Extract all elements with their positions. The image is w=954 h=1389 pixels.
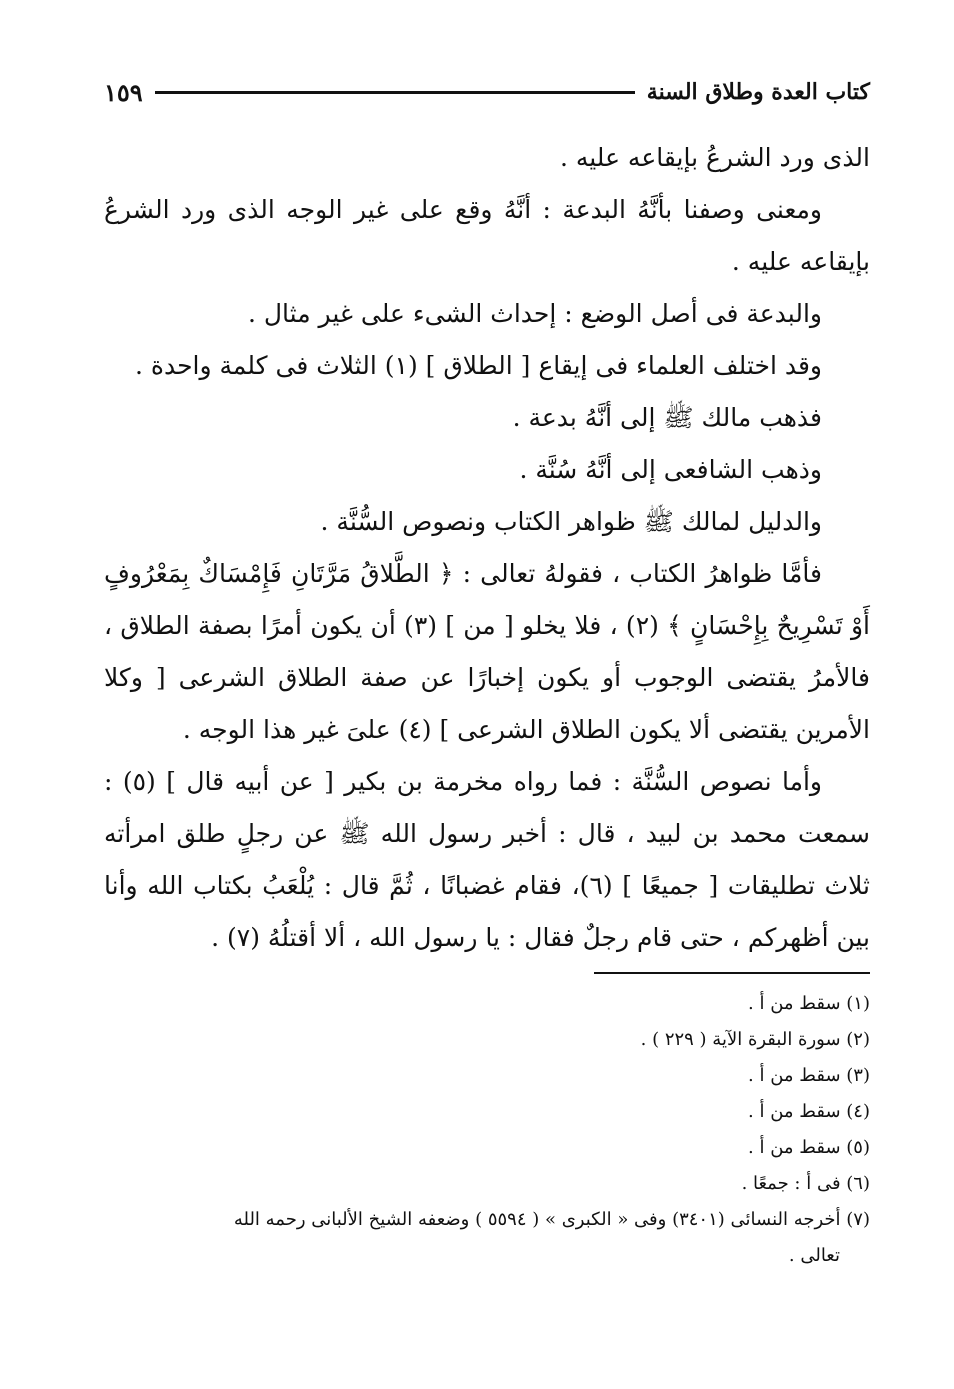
- footnote: (٤) سقط من أ .: [748, 1101, 870, 1122]
- body-text: [104, 132, 870, 964]
- paragraph: وذهب الشافعى إلى أنَّهُ سُنَّة .: [519, 455, 822, 484]
- footnote-separator: [594, 972, 870, 974]
- footnote: (٣) سقط من أ .: [748, 1065, 870, 1086]
- footnotes: [104, 986, 870, 1274]
- paragraph: الذى ورد الشرعُ بإيقاعه عليه .: [559, 143, 870, 172]
- footnote: (٥) سقط من أ .: [748, 1137, 870, 1158]
- page-header: [104, 72, 870, 112]
- paragraph: وقد اختلف العلماء فى إيقاع [ الطلاق ] (١) الثلاث فى كلمة واحدة .: [134, 351, 822, 380]
- paragraph: فأمَّا ظواهرُ الكتاب ، فقولهُ تعالى : ﴿ الطَّلاقُ مَرَّتَانِ فَإِمْسَاكٌ بِمَعْرُوفٍ أَوْ تَسْرِيحٌ بِإِحْسَانٍ ﴾ (٢) ، فلا يخلو [ من ] (٣) أن يكون أمرًا بصفة الطلاق ، فالأمرُ يقتضى الوجوب أو يكون إخبارًا عن صفة الطلاق الشرعى [ وكلا الأمرين يقتضى ألا يكون الطلاق الشرعى ] (٤) علىَ غير هذا الوجه .: [104, 559, 871, 744]
- paragraph: ومعنى وصفنا بأنَّهُ البدعة : أنَّهُ وقع على غير الوجه الذى ورد الشرعُ بإيقاعه عليه .: [104, 195, 870, 276]
- footnote: (٧) أخرجه النسائى (٣٤٠١) وفى « الكبرى » ( ٥٥٩٤ ) وضعفه الشيخ الألبانى رحمه الله: [233, 1209, 870, 1230]
- paragraph: والبدعة فى أصل الوضع : إحداث الشىء على غير مثال .: [248, 299, 822, 328]
- paragraph: والدليل لمالك ﷺ ظواهر الكتاب ونصوص السُّنَّة .: [320, 507, 822, 536]
- footnote: (٢) سورة البقرة الآية ( ٢٢٩ ) .: [640, 1029, 870, 1050]
- footnote: (١) سقط من أ .: [748, 993, 870, 1014]
- header-rule: [155, 91, 635, 94]
- paragraph: فذهب مالك ﷺ إلى أنَّهُ بدعة .: [512, 403, 822, 432]
- running-title: كتاب العدة وطلاق السنة: [646, 79, 870, 105]
- paragraph: وأما نصوص السُّنَّة : فما رواه مخرمة بن بكير [ عن أبيه قال ] (٥) : سمعت محمد بن لبيد ، قال : أخبر رسول الله ﷺ عن رجلٍ طلق امرأته ثلاث تطليقات [ جميعًا ] (٦)، فقام غضبانًا ، ثُمَّ قال : يُلْعَبُ بكتاب الله وأنا بين أظهركم ، حتى قام رجلٌ فقال : يا رسول الله ، ألا أقتلُهُ (٧) .: [104, 767, 870, 952]
- page-number: ١٥٩: [104, 77, 143, 107]
- footnote: (٦) فى أ : جمعًا .: [741, 1173, 870, 1194]
- footnote-continuation: تعالى .: [788, 1245, 840, 1266]
